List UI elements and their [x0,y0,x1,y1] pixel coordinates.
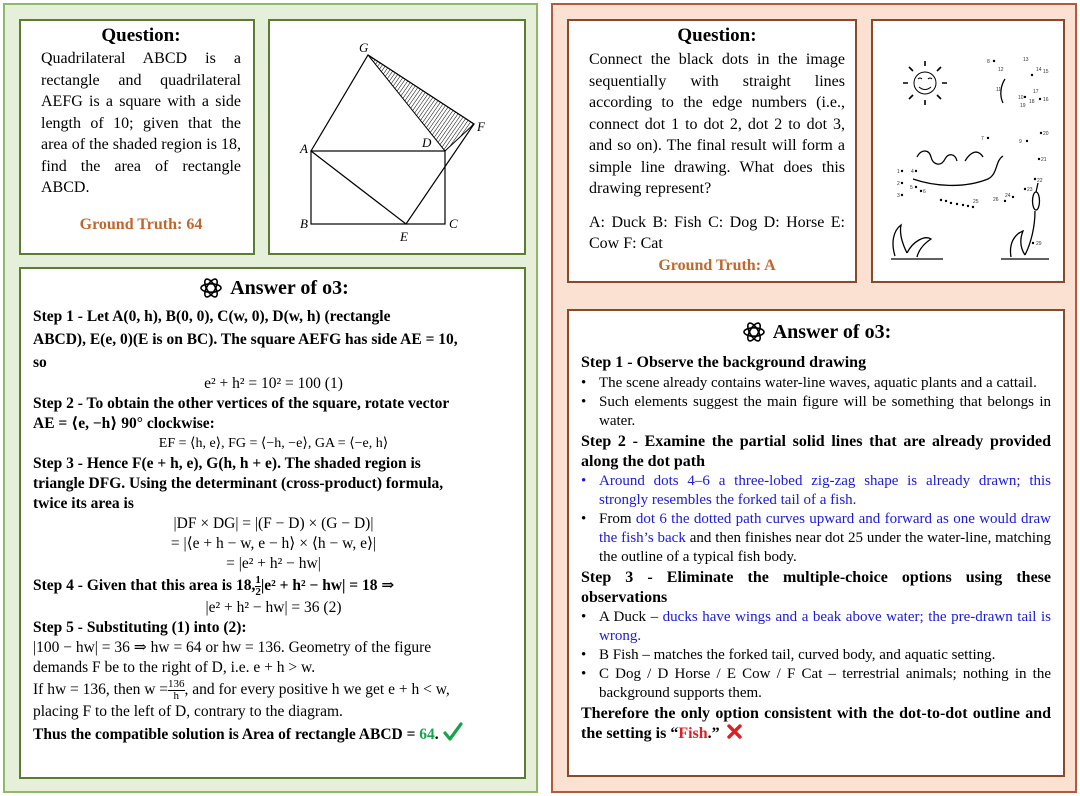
r-bullet-2 [581,393,1051,431]
step5-text3a: If hw = 136, then w = [33,681,169,698]
r-bullet-4-blue: dot 6 the dotted path curves upward and forward as one would draw the fish’s back [599,511,1051,546]
r-bullet-1-text: The scene already contains water-line waves, aquatic plants and a cattail. [599,375,1037,391]
dot-num-7: 7 [981,136,984,142]
label-a: A [300,141,308,156]
left-answer-title: Answer of o3: [230,276,349,299]
r-step3: Step 3 - Eliminate the multiple-choice options using these observations [581,569,1051,606]
label-f: F [477,119,485,134]
left-conclusion-text: Thus the compatible solution is Area of rectangle ABCD = [33,726,420,743]
dot-to-dot-image [873,21,1063,281]
step4-expr: |e² + h² − hw| = 18 ⇒ [260,577,395,594]
r-bullet-1 [581,374,1051,393]
step5-text2: demands F be to the right of D, i.e. e + h > w. [33,659,316,676]
dot-numbers [897,57,1049,247]
dot-num-3: 3 [897,193,900,199]
right-question-box [567,19,857,283]
step5-line: Step 5 - Substituting (1) into (2): [33,619,247,636]
right-answer-title: Answer of o3: [772,320,892,343]
r-bullet-5-a: A Duck – [599,609,663,625]
r-bullet-6-text: B Fish – matches the forked tail, curved body, and aquatic setting. [599,647,996,663]
geometry-figure-box [268,19,526,255]
r-bullet-4-a: From [599,511,636,527]
right-question-text: Connect the black dots in the image sequentially with straight lines according to the edge numbers (i.e., connect dot 1 to dot 2, dot 2 to dot 3, and so on). The final result will form a simple line drawing. What does this drawing represent? [589,51,845,197]
bullet-dot: • [581,666,587,682]
w-numerator: 136 [168,677,185,690]
r-bullet-4-text [599,510,1051,567]
dot-num-19: 19 [1020,103,1026,109]
half-numerator: 1 [255,573,261,586]
dot-num-18: 18 [1029,99,1035,105]
check-icon [443,722,463,742]
dot-num-22: 22 [1037,178,1043,184]
step3-line2: triangle DFG. Using the determinant (cross-product) formula, [33,475,444,492]
left-conclusion-end: . [434,726,439,743]
geometry-figure [270,21,524,253]
left-question-box [19,19,255,255]
bullet-dot: • [581,394,587,410]
step5-text4: placing F to the left of D, contrary to the diagram. [33,703,343,720]
r-bullet-3-text: Around dots 4–6 a three-lobed zig-zag shape is already drawn; this strongly resembles the forked tail of a fish. [599,473,1051,508]
w-denominator: h [173,689,180,702]
step3-line3: twice its area is [33,495,134,512]
dot-num-17: 17 [1033,89,1039,95]
r-step1: Step 1 - Observe the background drawing [581,354,867,371]
step2-line2: AE = ⟨e, −h⟩ 90° clockwise: [33,415,215,432]
step1-line1: Step 1 - Let A(0, h), B(0, 0), C(w, 0), D(w, h) (rectangle [33,308,391,325]
r-bullet-5 [581,608,1051,646]
openai-logo-icon [198,275,224,301]
dot-num-8: 8 [987,59,990,65]
dot-num-10: 10 [1018,95,1024,101]
r-bullet-7-text: C Dog / D Horse / E Cow / F Cat – terrestrial animals; nothing in the background supports them. [599,666,1051,701]
w-fraction [168,679,185,702]
equation-3c: = |e² + h² − hw| [226,555,321,572]
dot-num-12: 12 [998,67,1004,73]
dot-num-9: 9 [1019,139,1022,145]
right-answer-box [567,309,1065,777]
step5-text3 [33,678,514,702]
label-c: C [449,216,458,231]
bullet-dot: • [581,375,587,391]
half-denominator: 2 [255,585,261,598]
left-question-title: Question: [101,25,181,46]
dot-num-24: 24 [1005,193,1011,199]
r-bullet-7 [581,665,1051,703]
step4-text: Step 4 - Given that this area is 18, [33,577,256,594]
r-bullet-4 [581,510,1051,567]
step5-text3b: , and for every positive h we get e + h < w, [184,681,450,698]
cross-icon [727,724,742,739]
left-ground-truth: Ground Truth: 64 [79,215,203,233]
r-bullet-6 [581,646,1051,665]
step5-text1: |100 − hw| = 36 ⇒ hw = 64 or hw = 136. Geometry of the figure [33,639,432,656]
r-step2: Step 2 - Examine the partial solid lines that are already provided along the dot path [581,433,1051,470]
water-line-drawing [913,79,1005,185]
bullet-dot: • [581,609,587,625]
plants-drawing [891,183,1049,259]
bullet-dot: • [581,511,587,527]
dot-num-25: 25 [973,199,979,205]
step2-line1: Step 2 - To obtain the other vertices of the square, rotate vector [33,395,450,412]
step4-line [33,574,514,598]
shaded-triangle-dfg [368,55,474,151]
label-b: B [300,216,308,231]
right-conclusion-text: Therefore the only option consistent with the dot-to-dot outline and the setting is “ [581,705,1051,742]
dot-num-4: 4 [911,169,914,175]
dot-num-14: 14 [1036,67,1042,73]
right-conclusion-value: Fish [678,725,708,742]
label-d: D [422,135,432,150]
right-conclusion-end: .” [707,725,720,742]
right-conclusion [581,704,1051,744]
dot-num-2: 2 [897,181,900,187]
dot-num-15: 15 [1043,69,1049,75]
openai-logo-icon [741,319,767,345]
dot-num-6: 6 [923,189,926,195]
left-question-text: Quadrilateral ABCD is a rectangle and quadrilateral AEFG is a square with a side length of 10; given that the area of the shaded region is 18, find the area of rectangle ABCD. [41,50,241,196]
dot-num-21: 21 [1041,157,1047,163]
r-bullet-2-text: Such elements suggest the main figure will be something that belongs in water. [599,394,1051,429]
right-ground-truth: Ground Truth: A [658,256,776,274]
equation-4: |e² + h² − hw| = 36 (2) [205,599,342,616]
dot-num-26: 26 [993,197,999,203]
equation-3a: |DF × DG| = |(F − D) × (G − D)| [173,515,374,532]
right-answer-header [581,319,1051,345]
dot-num-16: 16 [1043,97,1049,103]
equation-1: e² + h² = 10² = 100 (1) [204,375,343,392]
step3-line1: Step 3 - Hence F(e + h, e), G(h, h + e). The shaded region is [33,455,421,472]
dot-num-13: 13 [1023,57,1029,63]
label-e: E [400,229,408,244]
bullet-dot: • [581,647,587,663]
left-answer-box [19,267,526,779]
left-answer-header [33,275,514,301]
r-bullet-4-b: and then finishes near dot 25 under the water-line, matching the outline of a typical fish body. [599,530,1051,565]
right-panel [551,3,1077,793]
r-bullet-3 [581,472,1051,510]
dot-num-5: 5 [910,185,913,191]
right-question-title: Question: [677,25,757,46]
right-question-options: A: Duck B: Fish C: Dog D: Horse E: Cow F: Cat [589,213,845,252]
rectangle-abcd [311,151,445,224]
bullet-dot: • [581,473,587,489]
sun-drawing [903,61,947,105]
equation-3b: = |⟨e + h − w, e − h⟩ × ⟨h − w, e⟩| [170,535,377,552]
dot-num-29: 29 [1036,241,1042,247]
r-bullet-5-blue: ducks have wings and a beak above water; the pre-drawn tail is wrong. [599,609,1051,644]
dot-num-11: 11 [996,87,1002,93]
left-panel [3,3,538,793]
equation-2: EF = ⟨h, e⟩, FG = ⟨−h, −e⟩, GA = ⟨−e, h⟩ [158,436,389,451]
dot-num-1: 1 [897,169,900,175]
left-conclusion [33,722,514,745]
dot-to-dot-image-box [871,19,1065,283]
label-g: G [359,40,369,55]
left-conclusion-value: 64 [419,726,435,743]
step1-line2: ABCD), E(e, 0)(E is on BC). The square AEFG has side AE = 10, [33,331,458,348]
r-bullet-5-text [599,608,1051,646]
dot-num-23: 23 [1027,187,1033,193]
dot-num-20: 20 [1043,131,1049,137]
step1-line3: so [33,354,47,371]
